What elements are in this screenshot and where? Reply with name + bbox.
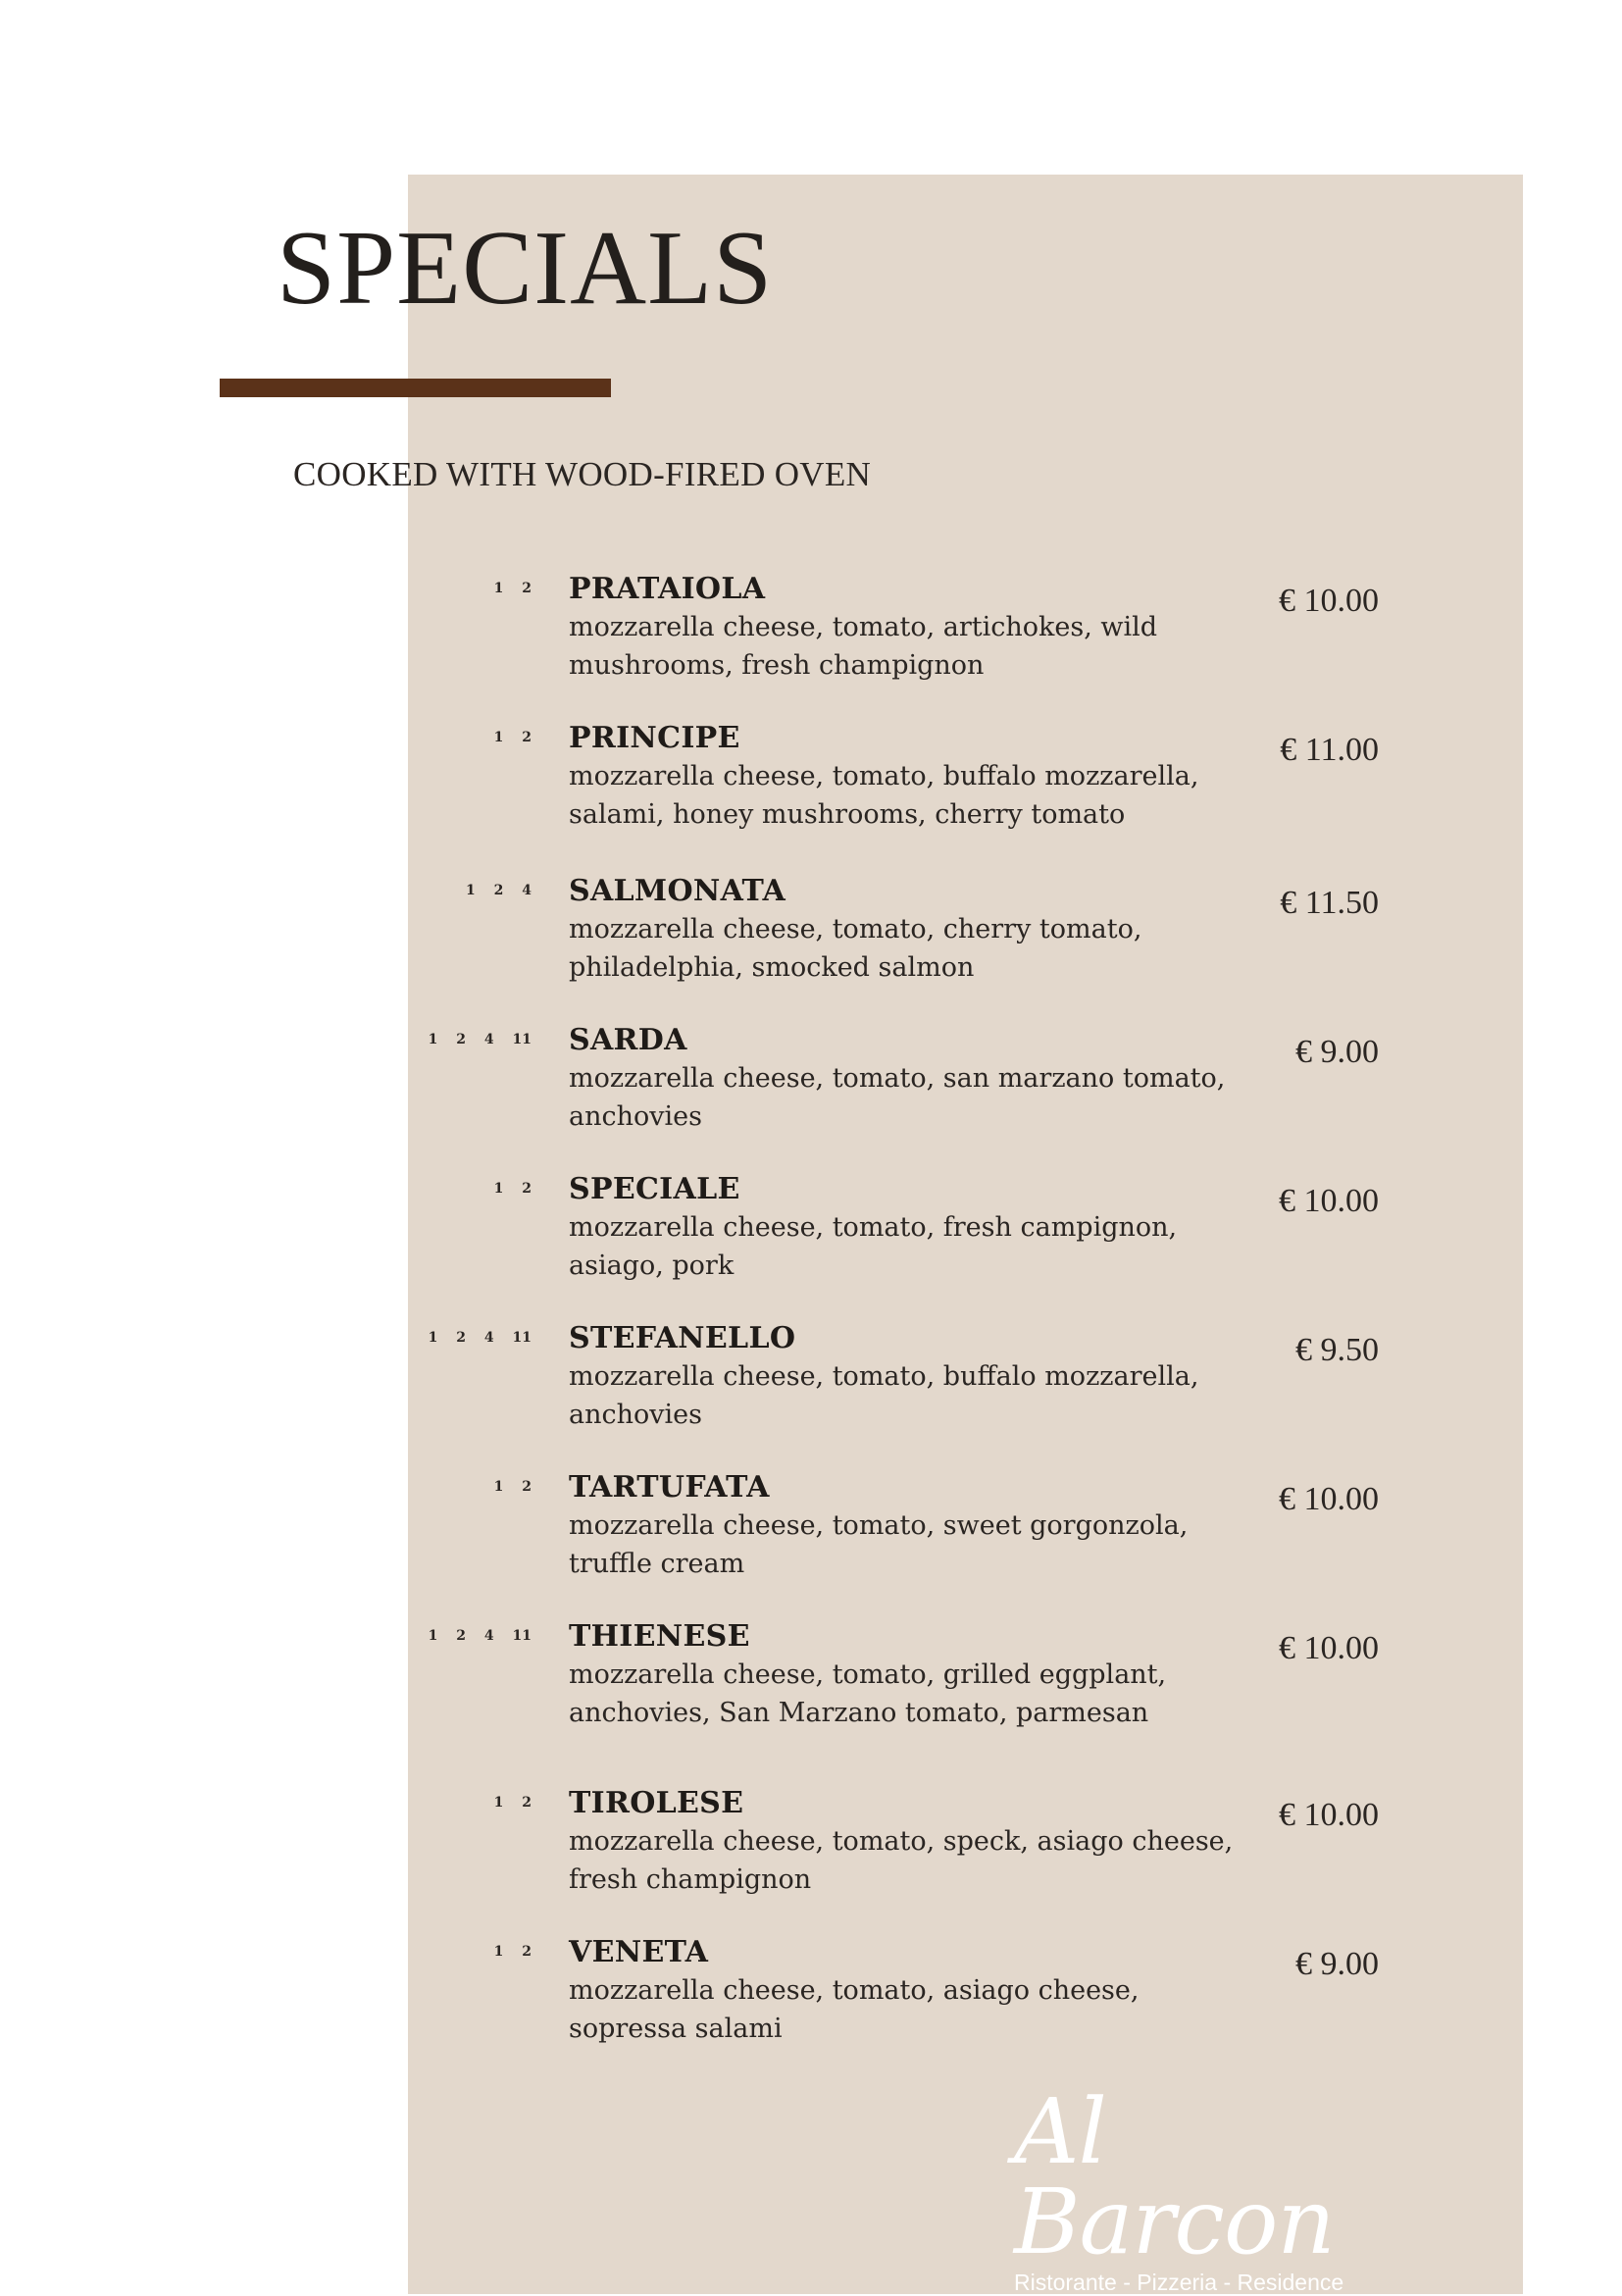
section-subtitle: COOKED WITH WOOD-FIRED OVEN (293, 455, 872, 493)
item-description: mozzarella cheese, tomato, san marzano tomato, anchovies (569, 1063, 1226, 1132)
menu-item-tartufata (0, 1469, 1622, 1607)
menu-item-speciale (0, 1171, 1622, 1308)
allergen-codes: 1 2 (493, 1944, 532, 1960)
item-description: mozzarella cheese, tomato, buffalo mozzarella, anchovies (569, 1361, 1199, 1430)
allergen-codes: 1 2 4 11 (428, 1628, 532, 1644)
item-name: PRATAIOLA (569, 572, 766, 606)
allergen-codes: 1 2 4 (466, 883, 532, 898)
menu-item-prataiola (0, 571, 1622, 708)
allergen-codes: 1 2 (493, 730, 532, 745)
item-description: mozzarella cheese, tomato, cherry tomato, philadelphia, smocked salmon (569, 914, 1142, 983)
item-name: SALMONATA (569, 874, 786, 908)
menu-item-sarda (0, 1022, 1622, 1159)
item-price: € 10.00 (1279, 1183, 1379, 1219)
item-description: mozzarella cheese, tomato, fresh campignon, asiago, pork (569, 1212, 1178, 1281)
item-price: € 11.50 (1280, 885, 1379, 921)
allergen-codes: 1 2 4 11 (428, 1032, 532, 1047)
item-description: mozzarella cheese, tomato, artichokes, wild mushrooms, fresh champignon (569, 612, 1158, 681)
page-title: SPECIALS (277, 210, 774, 327)
item-description: mozzarella cheese, tomato, asiago cheese, sopressa salami (569, 1975, 1140, 2044)
item-name: STEFANELLO (569, 1321, 796, 1355)
menu-item-veneta (0, 1934, 1622, 2071)
item-description: mozzarella cheese, tomato, speck, asiago cheese, fresh champignon (569, 1826, 1234, 1895)
item-name: SPECIALE (569, 1172, 740, 1206)
menu-item-principe (0, 720, 1622, 857)
logo-tagline: Ristorante - Pizzeria - Residence (1014, 2270, 1344, 2295)
restaurant-logo (1014, 2079, 1387, 2296)
logo-name: Al Barcon (1014, 2079, 1335, 2274)
allergen-codes: 1 2 (493, 581, 532, 596)
item-price: € 10.00 (1279, 1630, 1379, 1666)
allergen-codes: 1 2 4 11 (428, 1330, 532, 1346)
menu-item-thienese (0, 1618, 1622, 1756)
item-name: TIROLESE (569, 1786, 744, 1820)
item-name: PRINCIPE (569, 721, 740, 755)
item-name: THIENESE (569, 1619, 750, 1654)
menu-item-tirolese (0, 1785, 1622, 1922)
item-description: mozzarella cheese, tomato, buffalo mozzarella, salami, honey mushrooms, cherry tomato (569, 761, 1199, 830)
item-price: € 9.00 (1295, 1946, 1379, 1982)
item-price: € 10.00 (1279, 1481, 1379, 1517)
item-name: SARDA (569, 1023, 687, 1057)
item-name: TARTUFATA (569, 1470, 770, 1505)
allergen-codes: 1 2 (493, 1181, 532, 1197)
title-underline (220, 379, 611, 397)
item-price: € 9.50 (1295, 1332, 1379, 1368)
item-price: € 10.00 (1279, 583, 1379, 619)
item-name: VENETA (569, 1935, 709, 1969)
item-price: € 9.00 (1295, 1034, 1379, 1070)
allergen-codes: 1 2 (493, 1479, 532, 1495)
menu-item-stefanello (0, 1320, 1622, 1457)
menu-item-salmonata (0, 873, 1622, 1010)
item-description: mozzarella cheese, tomato, grilled eggplant, anchovies, San Marzano tomato, parmesan (569, 1659, 1167, 1728)
allergen-codes: 1 2 (493, 1795, 532, 1811)
item-description: mozzarella cheese, tomato, sweet gorgonzola, truffle cream (569, 1510, 1189, 1579)
item-price: € 11.00 (1280, 732, 1379, 768)
item-price: € 10.00 (1279, 1797, 1379, 1833)
